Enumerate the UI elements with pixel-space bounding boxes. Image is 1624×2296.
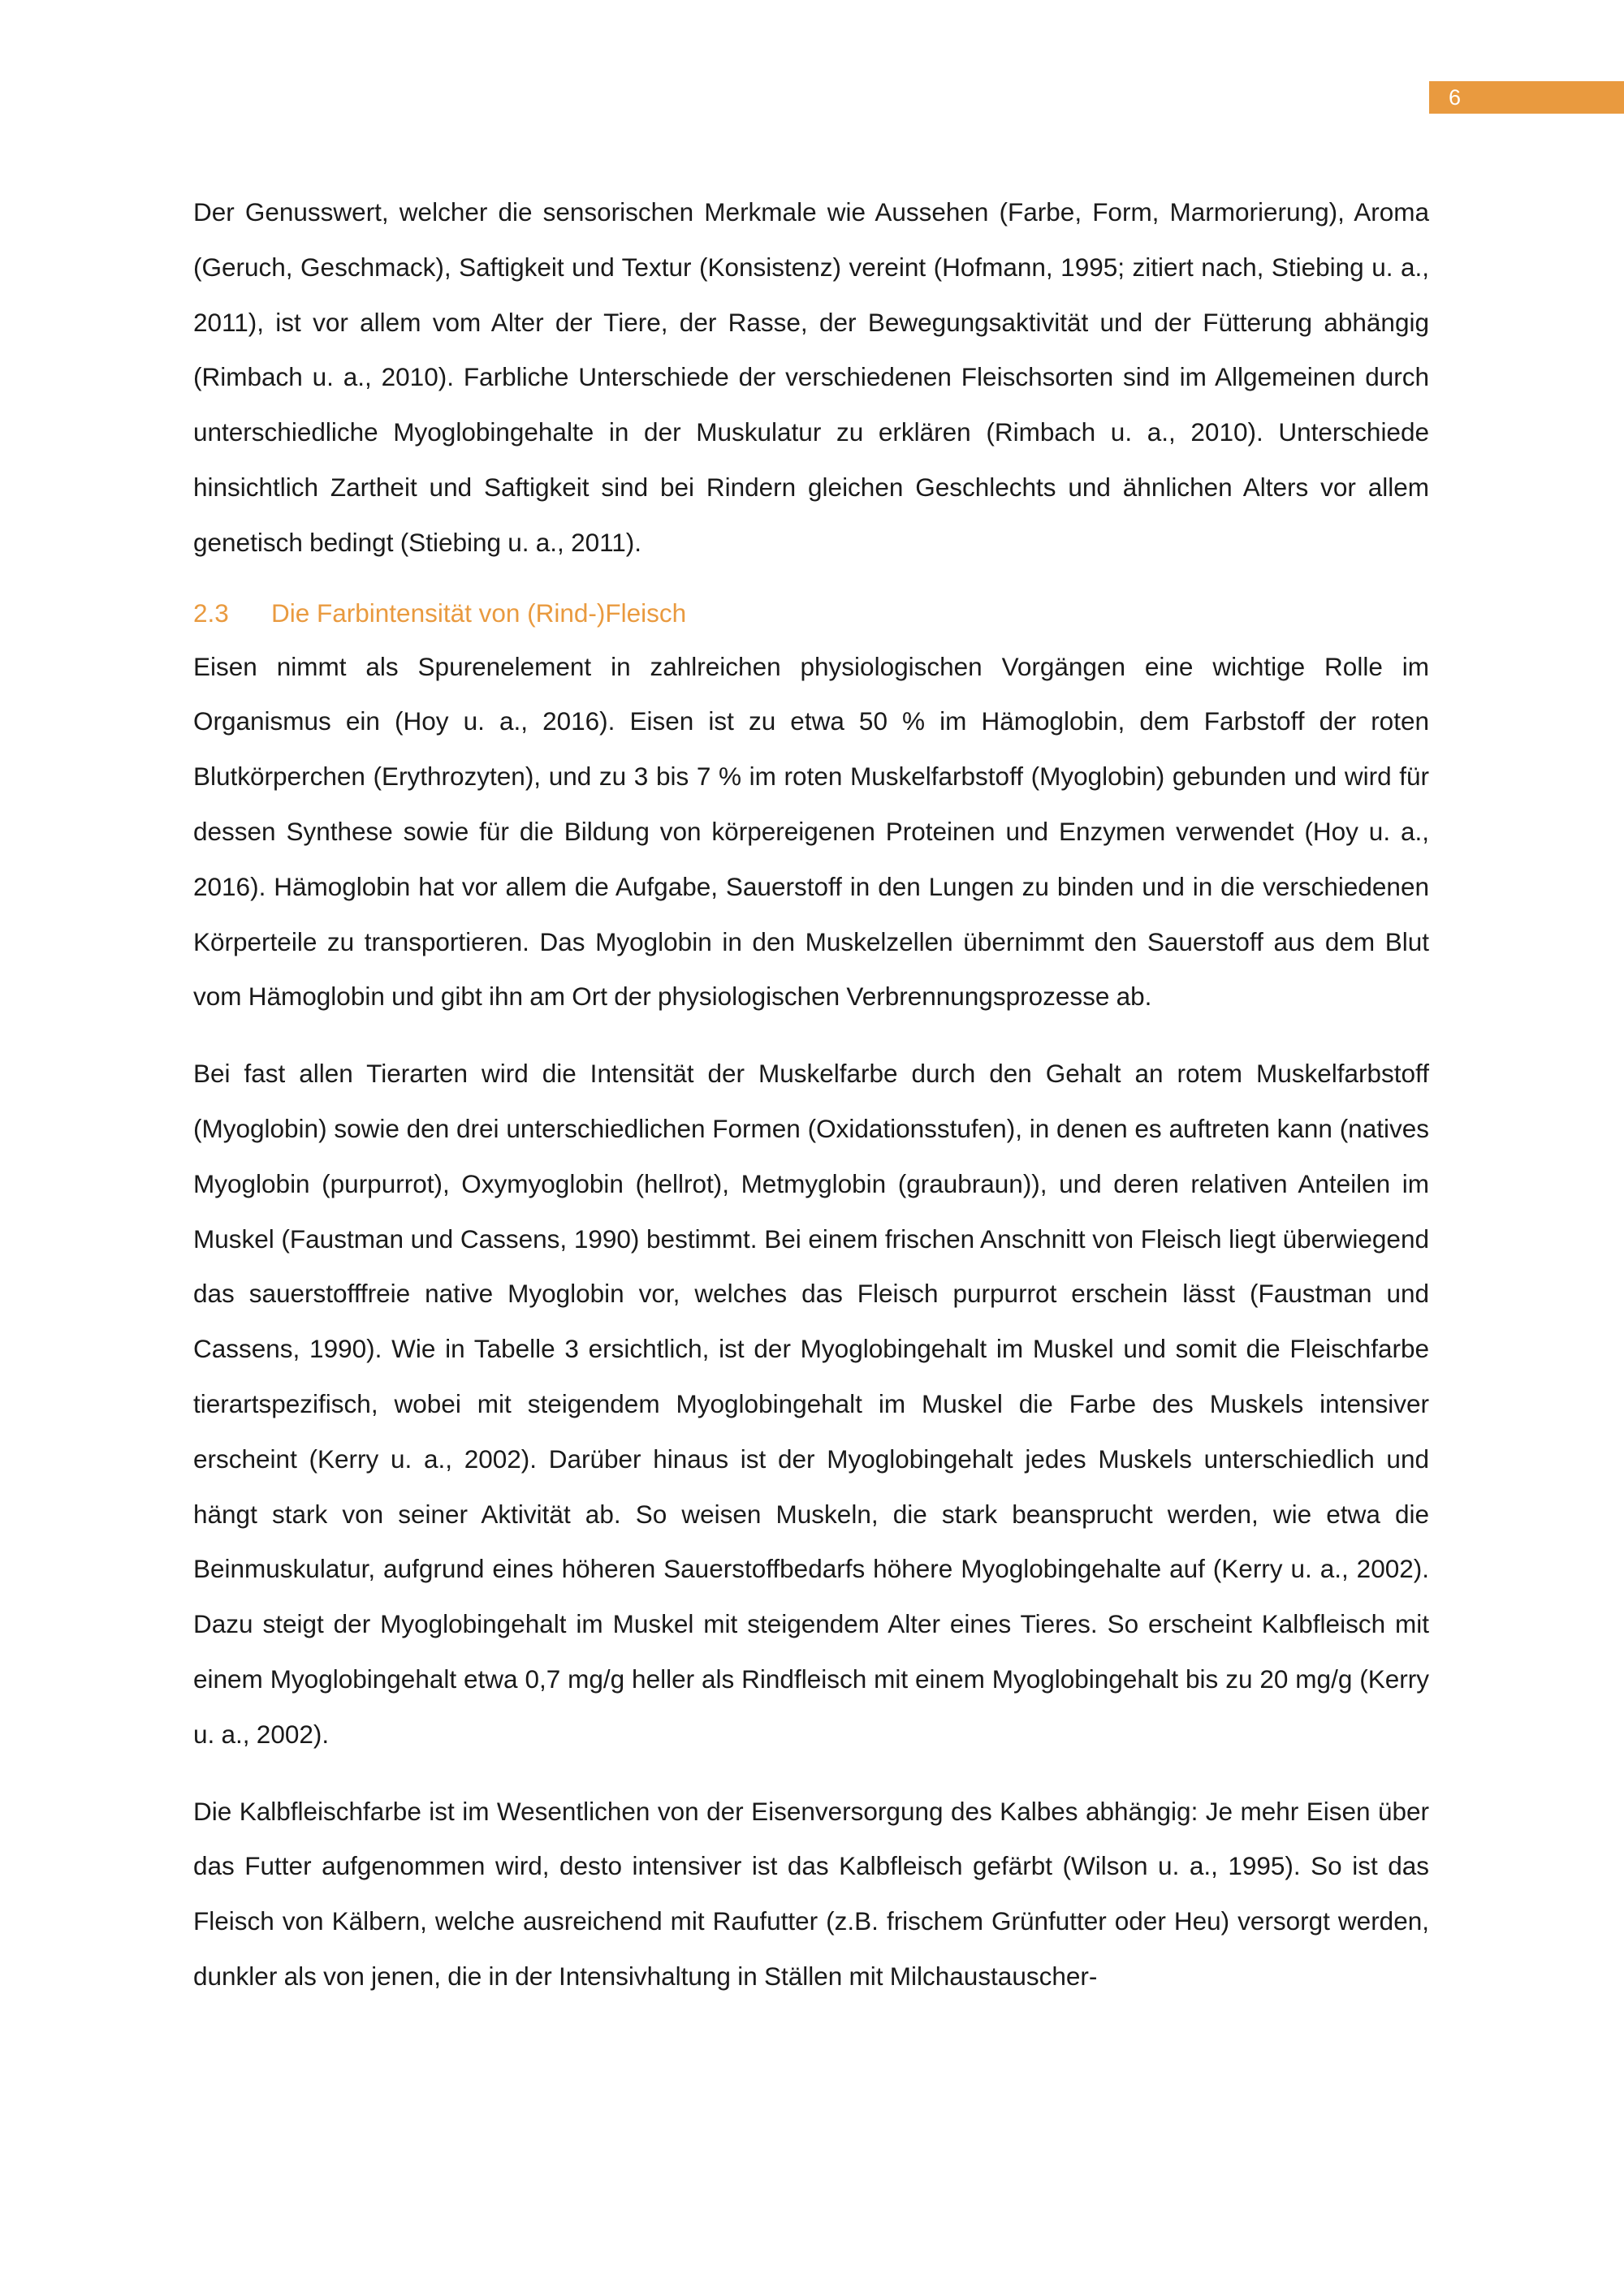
section-number: 2.3 bbox=[193, 598, 229, 628]
paragraph-genusswert: Der Genusswert, welcher die sensorischen Merkmale wie Aussehen (Farbe, Form, Marmorierung), Aroma (Geruch, Geschmack), Saftigkeit und Textur (Konsistenz) vereint (Hofmann, 1995; zitiert nach, Stiebing u. a., 2011), ist vor allem vom Alter der Tiere, der Rasse, der Bewegungsaktivität und der Fütterung abhängig (Rimbach u. a., 2010). Farbliche Unterschiede der verschiedenen Fleischsorten sind im Allgemeinen durch unterschiedliche Myoglobingehalte in der Muskulatur zu erklären (Rimbach u. a., 2010). Unterschiede hinsichtlich Zartheit und Saftigkeit sind bei Rindern gleichen Geschlechts und ähnlichen Alters vor allem genetisch bedingt (Stiebing u. a., 2011). bbox=[193, 197, 1429, 557]
paragraph-eisen: Eisen nimmt als Spurenelement in zahlreichen physiologischen Vorgängen eine wichtige Rolle im Organismus ein (Hoy u. a., 2016). Eisen ist zu etwa 50 % im Hämoglobin, dem Farbstoff der roten Blutkörperchen (Erythrozyten), und zu 3 bis 7 % im roten Muskelfarbstoff (Myoglobin) gebunden und wird für dessen Synthese sowie für die Bildung von körpereigenen Proteinen und Enzymen verwendet (Hoy u. a., 2016). Hämoglobin hat vor allem die Aufgabe, Sauerstoff in den Lungen zu binden und in die verschiedenen Körperteile zu transportieren. Das Myoglobin in den Muskelzellen übernimmt den Sauerstoff aus dem Blut vom Hämoglobin und gibt ihn am Ort der physiologischen Verbrennungsprozesse ab. bbox=[193, 651, 1429, 1012]
document-body bbox=[193, 185, 1429, 2005]
paragraph-tierarten: Bei fast allen Tierarten wird die Intensität der Muskelfarbe durch den Gehalt an rotem Muskelfarbstoff (Myoglobin) sowie den drei unterschiedlichen Formen (Oxidationsstufen), in denen es auftreten kann (natives Myoglobin (purpurrot), Oxymyoglobin (hellrot), Metmyglobin (graubraun)), und deren relativen Anteilen im Muskel (Faustman und Cassens, 1990) bestimmt. Bei einem frischen Anschnitt von Fleisch liegt überwiegend das sauerstofffreie native Myoglobin vor, welches das Fleisch purpurrot erschein lässt (Faustman und Cassens, 1990). Wie in Tabelle 3 ersichtlich, ist der Myoglobingehalt im Muskel und somit die Fleischfarbe tierartspezifisch, wobei mit steigendem Myoglobingehalt im Muskel die Farbe des Muskels intensiver erscheint (Kerry u. a., 2002). Darüber hinaus ist der Myoglobingehalt jedes Muskels unterschiedlich und hängt stark von seiner Aktivität ab. So weisen Muskeln, die stark beansprucht werden, wie etwa die Beinmuskulatur, aufgrund eines höheren Sauerstoffbedarfs höhere Myoglobingehalte auf (Kerry u. a., 2002). Dazu steigt der Myoglobingehalt im Muskel mit steigendem Alter eines Tieres. So erscheint Kalbfleisch mit einem Myoglobingehalt etwa 0,7 mg/g heller als Rindfleisch mit einem Myoglobingehalt bis zu 20 mg/g (Kerry u. a., 2002). bbox=[193, 1059, 1429, 1749]
section-heading bbox=[193, 586, 1429, 640]
page-number: 6 bbox=[1449, 85, 1462, 110]
page-number-bar bbox=[1429, 81, 1624, 114]
paragraph-kalbfleisch: Die Kalbfleischfarbe ist im Wesentlichen von der Eisenversorgung des Kalbes abhängig: Je mehr Eisen über das Futter aufgenommen wird, desto intensiver ist das Kalbfleisch gefärbt (Wilson u. a., 1995). So ist das Fleisch von Kälbern, welche ausreichend mit Raufutter (z.B. frischem Grünfutter oder Heu) versorgt werden, dunkler als von jenen, die in der Intensivhaltung in Ställen mit Milchaustauscher- bbox=[193, 1796, 1429, 1991]
section-title: Die Farbintensität von (Rind-)Fleisch bbox=[271, 598, 687, 628]
